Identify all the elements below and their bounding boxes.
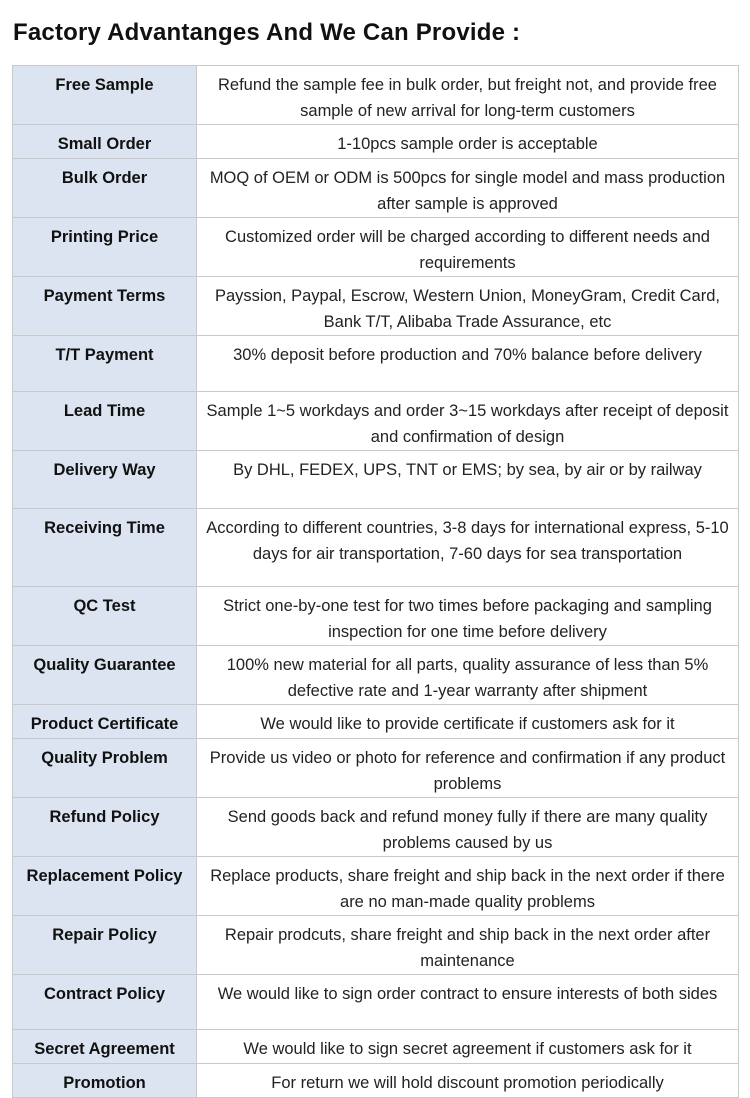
row-value: Refund the sample fee in bulk order, but freight not, and provide free sample of new arrival for long-term customers xyxy=(197,66,739,125)
advantages-table xyxy=(12,65,739,1098)
row-label: Product Certificate xyxy=(13,705,197,739)
row-value: For return we will hold discount promotion periodically xyxy=(197,1064,739,1098)
table-row xyxy=(13,916,739,975)
row-label: Payment Terms xyxy=(13,277,197,336)
row-value: 100% new material for all parts, quality assurance of less than 5% defective rate and 1-year warranty after shipment xyxy=(197,646,739,705)
row-value: Replace products, share freight and ship back in the next order if there are no man-made quality problems xyxy=(197,857,739,916)
table-row xyxy=(13,509,739,587)
table-row xyxy=(13,1064,739,1098)
row-label: Bulk Order xyxy=(13,159,197,218)
table-row xyxy=(13,277,739,336)
row-label: Quality Problem xyxy=(13,739,197,798)
table-row xyxy=(13,125,739,159)
row-value: Payssion, Paypal, Escrow, Western Union, MoneyGram, Credit Card, Bank T/T, Alibaba Trade Assurance, etc xyxy=(197,277,739,336)
table-row xyxy=(13,392,739,451)
row-label: Replacement Policy xyxy=(13,857,197,916)
row-value: 30% deposit before production and 70% balance before delivery xyxy=(197,336,739,392)
row-label: Refund Policy xyxy=(13,798,197,857)
row-value: We would like to sign order contract to ensure interests of both sides xyxy=(197,975,739,1030)
row-label: Contract Policy xyxy=(13,975,197,1030)
row-value: Customized order will be charged according to different needs and requirements xyxy=(197,218,739,277)
row-value: Repair prodcuts, share freight and ship back in the next order after maintenance xyxy=(197,916,739,975)
row-label: Delivery Way xyxy=(13,451,197,509)
row-value: Sample 1~5 workdays and order 3~15 workdays after receipt of deposit and confirmation of design xyxy=(197,392,739,451)
table-row xyxy=(13,1030,739,1064)
table-row xyxy=(13,857,739,916)
table-row xyxy=(13,451,739,509)
table-row xyxy=(13,705,739,739)
table-row xyxy=(13,159,739,218)
table-row xyxy=(13,218,739,277)
table-row xyxy=(13,336,739,392)
row-label: Promotion xyxy=(13,1064,197,1098)
table-row xyxy=(13,66,739,125)
row-label: QC Test xyxy=(13,587,197,646)
row-value: Provide us video or photo for reference and confirmation if any product problems xyxy=(197,739,739,798)
row-value: We would like to sign secret agreement if customers ask for it xyxy=(197,1030,739,1064)
table-row xyxy=(13,798,739,857)
row-label: Secret Agreement xyxy=(13,1030,197,1064)
table-row xyxy=(13,646,739,705)
row-label: Printing Price xyxy=(13,218,197,277)
row-label: Lead Time xyxy=(13,392,197,451)
row-label: Small Order xyxy=(13,125,197,159)
page-title: Factory Advantanges And We Can Provide : xyxy=(13,19,521,46)
table-row xyxy=(13,587,739,646)
row-label: T/T Payment xyxy=(13,336,197,392)
table-row xyxy=(13,739,739,798)
row-label: Free Sample xyxy=(13,66,197,125)
row-value: 1-10pcs sample order is acceptable xyxy=(197,125,739,159)
row-label: Repair Policy xyxy=(13,916,197,975)
row-value: Strict one-by-one test for two times before packaging and sampling inspection for one time before delivery xyxy=(197,587,739,646)
row-value: We would like to provide certificate if customers ask for it xyxy=(197,705,739,739)
row-label: Quality Guarantee xyxy=(13,646,197,705)
row-value: According to different countries, 3-8 days for international express, 5-10 days for air transportation, 7-60 days for sea transportation xyxy=(197,509,739,587)
row-label: Receiving Time xyxy=(13,509,197,587)
row-value: Send goods back and refund money fully if there are many quality problems caused by us xyxy=(197,798,739,857)
table-row xyxy=(13,975,739,1030)
row-value: MOQ of OEM or ODM is 500pcs for single model and mass production after sample is approved xyxy=(197,159,739,218)
row-value: By DHL, FEDEX, UPS, TNT or EMS; by sea, by air or by railway xyxy=(197,451,739,509)
